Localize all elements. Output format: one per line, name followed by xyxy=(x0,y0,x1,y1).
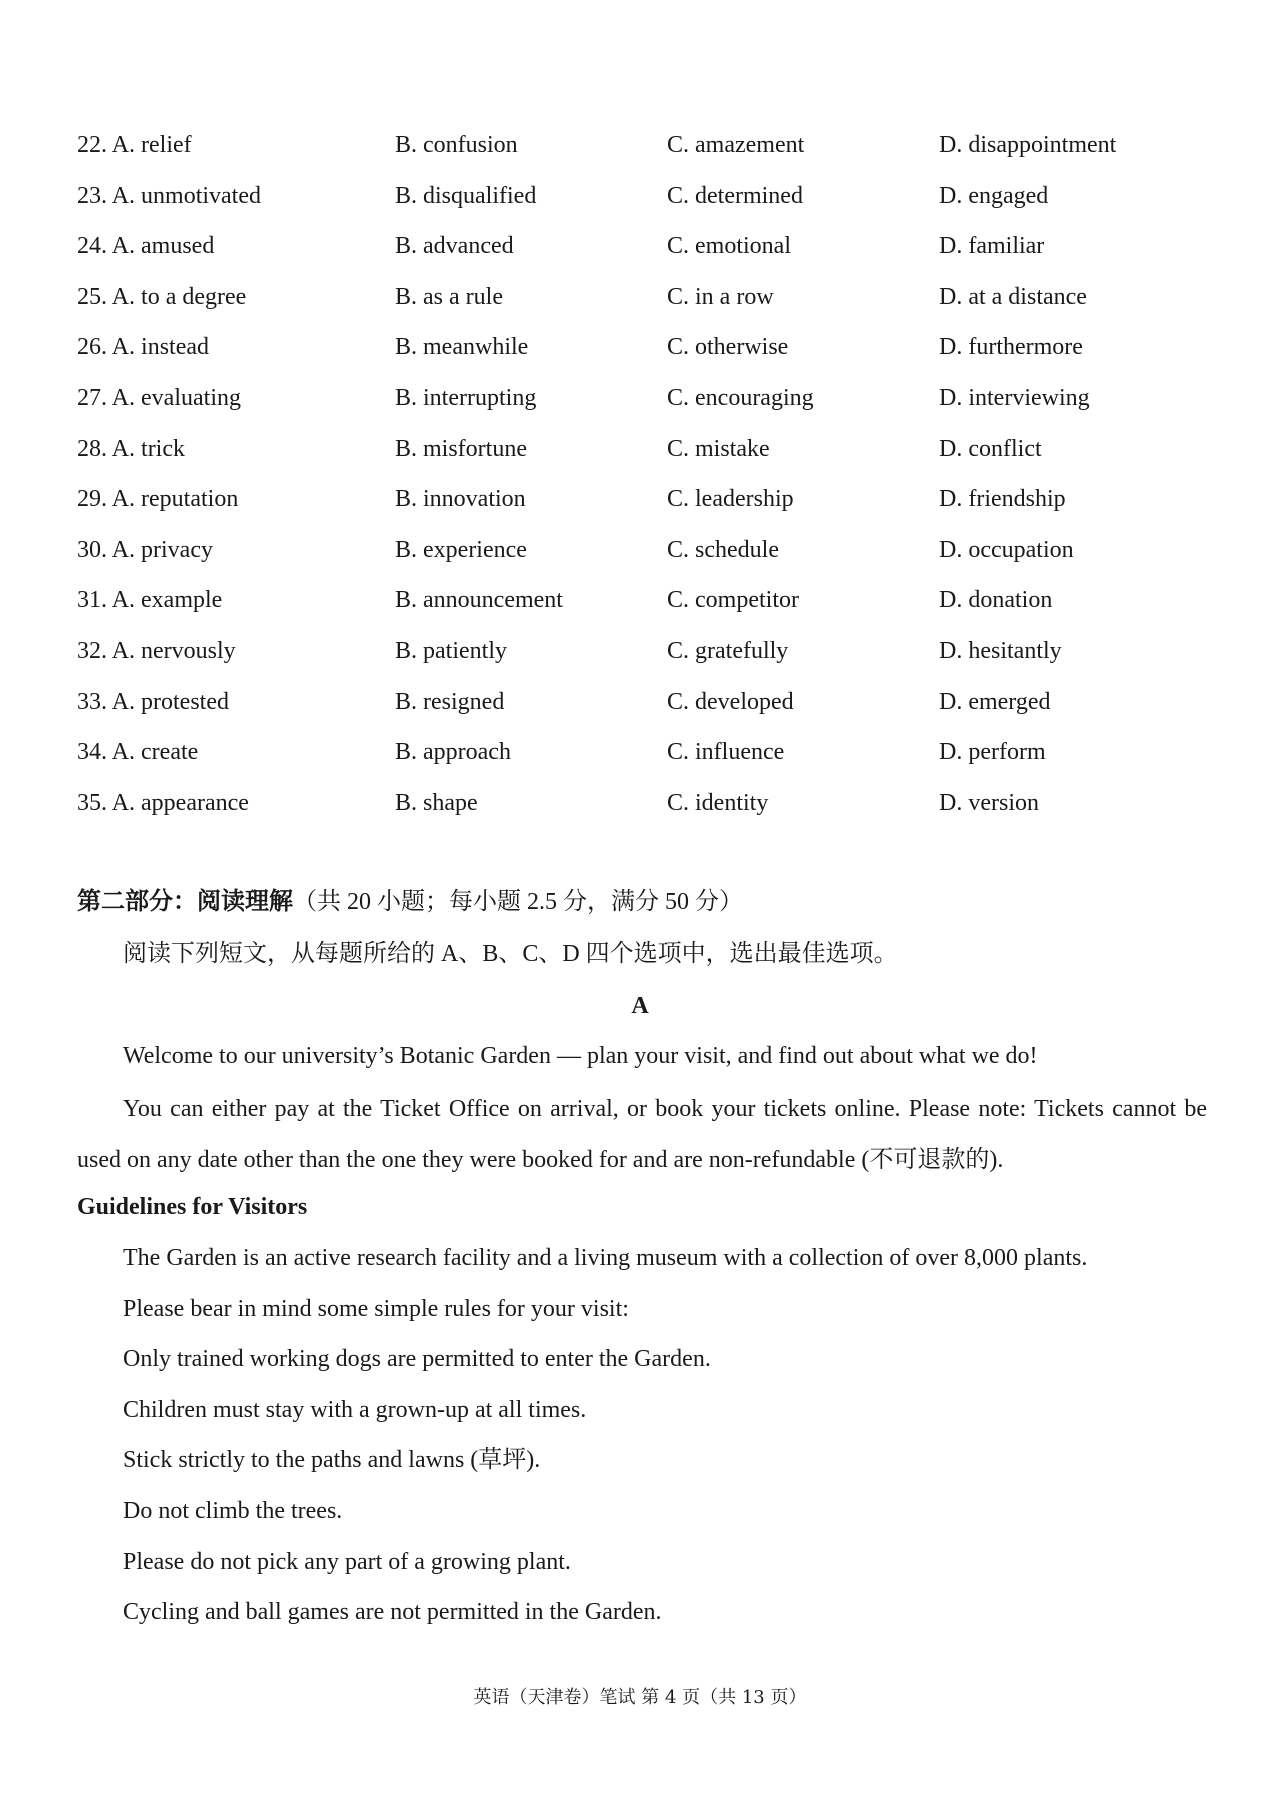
option-d: D. perform xyxy=(939,739,1046,766)
option-b: B. innovation xyxy=(395,486,526,513)
guideline-item: The Garden is an active research facility and a living museum with a collection of over 8,000 plants. xyxy=(123,1245,1088,1271)
option-c: C. otherwise xyxy=(667,334,789,361)
option-c: C. mistake xyxy=(667,435,770,462)
option-c: C. encouraging xyxy=(667,384,814,411)
option-c: C. developed xyxy=(667,688,794,715)
option-d: D. conflict xyxy=(939,435,1042,462)
option-row xyxy=(77,525,1217,576)
question-number: 29. xyxy=(77,486,107,513)
option-b: B. resigned xyxy=(395,688,505,715)
option-c: C. in a row xyxy=(667,283,774,310)
question-number: 25. xyxy=(77,283,107,310)
option-a: 28. A. trick xyxy=(77,435,185,462)
question-number: 26. xyxy=(77,334,107,361)
option-a: 26. A. instead xyxy=(77,334,209,361)
option-d: D. emerged xyxy=(939,688,1051,715)
option-row xyxy=(77,778,1217,829)
cloze-options xyxy=(77,120,1217,828)
option-d: D. donation xyxy=(939,587,1053,614)
option-c: C. amazement xyxy=(667,132,805,158)
option-b: B. confusion xyxy=(395,132,518,158)
page-footer: 英语（天津卷）笔试 第 4 页（共 13 页） xyxy=(473,1687,807,1708)
option-b: B. patiently xyxy=(395,637,507,664)
option-a: 25. A. to a degree xyxy=(77,283,247,310)
option-d: D. hesitantly xyxy=(939,637,1062,664)
section-instruction: 阅读下列短文，从每题所给的 A、B、C、D 四个选项中，选出最佳选项。 xyxy=(123,941,898,967)
question-number: 24. xyxy=(77,233,107,260)
question-number: 34. xyxy=(77,739,107,766)
option-c: C. competitor xyxy=(667,587,799,614)
option-row xyxy=(77,221,1217,272)
option-a: 29. A. reputation xyxy=(77,486,239,513)
guideline-item: Only trained working dogs are permitted to enter the Garden. xyxy=(123,1346,711,1373)
option-a: 27. A. evaluating xyxy=(77,384,241,411)
option-c: C. gratefully xyxy=(667,637,789,664)
passage-welcome: Welcome to our university’s Botanic Garden — plan your visit, and find out about what we do! xyxy=(123,1043,1038,1069)
option-b: B. misfortune xyxy=(395,435,527,462)
option-b: B. disqualified xyxy=(395,182,537,209)
option-d: D. version xyxy=(939,789,1039,816)
option-d: D. occupation xyxy=(939,536,1074,563)
option-a: 35. A. appearance xyxy=(77,789,249,816)
option-d: D. disappointment xyxy=(939,132,1117,158)
option-c: C. emotional xyxy=(667,233,791,260)
option-row xyxy=(77,626,1217,677)
guideline-item: Children must stay with a grown-up at all times. xyxy=(123,1396,587,1423)
option-a: 24. A. amused xyxy=(77,233,215,260)
option-a: 22. A. relief xyxy=(77,132,192,158)
guideline-item: Stick strictly to the paths and lawns (草坪). xyxy=(123,1447,541,1474)
guideline-item: Please do not pick any part of a growing plant. xyxy=(123,1548,571,1575)
option-row xyxy=(77,272,1217,323)
option-b: B. advanced xyxy=(395,233,514,260)
option-d: D. familiar xyxy=(939,233,1045,260)
option-b: B. as a rule xyxy=(395,283,503,310)
option-a: 23. A. unmotivated xyxy=(77,182,261,209)
option-a: 30. A. privacy xyxy=(77,536,213,563)
section-title: 第二部分：阅读理解 xyxy=(77,889,293,915)
section-scoring: （共 20 小题；每小题 2.5 分，满分 50 分） xyxy=(293,889,743,915)
option-d: D. engaged xyxy=(939,182,1049,209)
option-row xyxy=(77,424,1217,475)
passage-tickets: You can either pay at the Ticket Office on arrival, or book your tickets online. Please note: Tickets cannot be used on any date other than the one they were booked for and are non-refundable (不可退款的). xyxy=(77,1096,1207,1173)
option-c: C. schedule xyxy=(667,536,779,563)
guidelines-list xyxy=(123,1236,1087,1641)
option-c: C. determined xyxy=(667,182,803,209)
question-number: 35. xyxy=(77,789,107,816)
option-row xyxy=(77,373,1217,424)
option-c: C. identity xyxy=(667,789,769,816)
question-number: 31. xyxy=(77,587,107,614)
option-b: B. experience xyxy=(395,536,527,563)
option-b: B. announcement xyxy=(395,587,563,614)
guideline-item: Please bear in mind some simple rules for your visit: xyxy=(123,1295,629,1322)
option-row xyxy=(77,727,1217,778)
option-row xyxy=(77,474,1217,525)
guideline-item: Cycling and ball games are not permitted in the Garden. xyxy=(123,1599,662,1626)
option-c: C. leadership xyxy=(667,486,794,513)
option-b: B. meanwhile xyxy=(395,334,529,361)
option-a: 34. A. create xyxy=(77,739,199,766)
option-a: 33. A. protested xyxy=(77,688,229,715)
question-number: 32. xyxy=(77,637,107,664)
option-b: B. shape xyxy=(395,789,478,816)
question-number: 22. xyxy=(77,132,107,158)
option-c: C. influence xyxy=(667,739,785,766)
option-b: B. approach xyxy=(395,739,511,766)
option-b: B. interrupting xyxy=(395,384,537,411)
option-a: 32. A. nervously xyxy=(77,637,236,664)
guideline-item: Do not climb the trees. xyxy=(123,1497,343,1524)
option-row xyxy=(77,171,1217,222)
question-number: 33. xyxy=(77,688,107,715)
question-number: 23. xyxy=(77,182,107,209)
option-d: D. furthermore xyxy=(939,334,1083,361)
question-number: 28. xyxy=(77,435,107,462)
option-row xyxy=(77,322,1217,373)
option-a: 31. A. example xyxy=(77,587,223,614)
question-number: 30. xyxy=(77,536,107,563)
option-row xyxy=(77,575,1217,626)
option-row xyxy=(77,120,1217,171)
option-d: D. interviewing xyxy=(939,384,1090,411)
passage-label: A xyxy=(631,993,649,1019)
section-heading xyxy=(77,880,743,924)
option-d: D. at a distance xyxy=(939,283,1087,310)
guidelines-heading: Guidelines for Visitors xyxy=(77,1194,308,1220)
option-d: D. friendship xyxy=(939,486,1066,513)
option-row xyxy=(77,677,1217,728)
question-number: 27. xyxy=(77,384,107,411)
